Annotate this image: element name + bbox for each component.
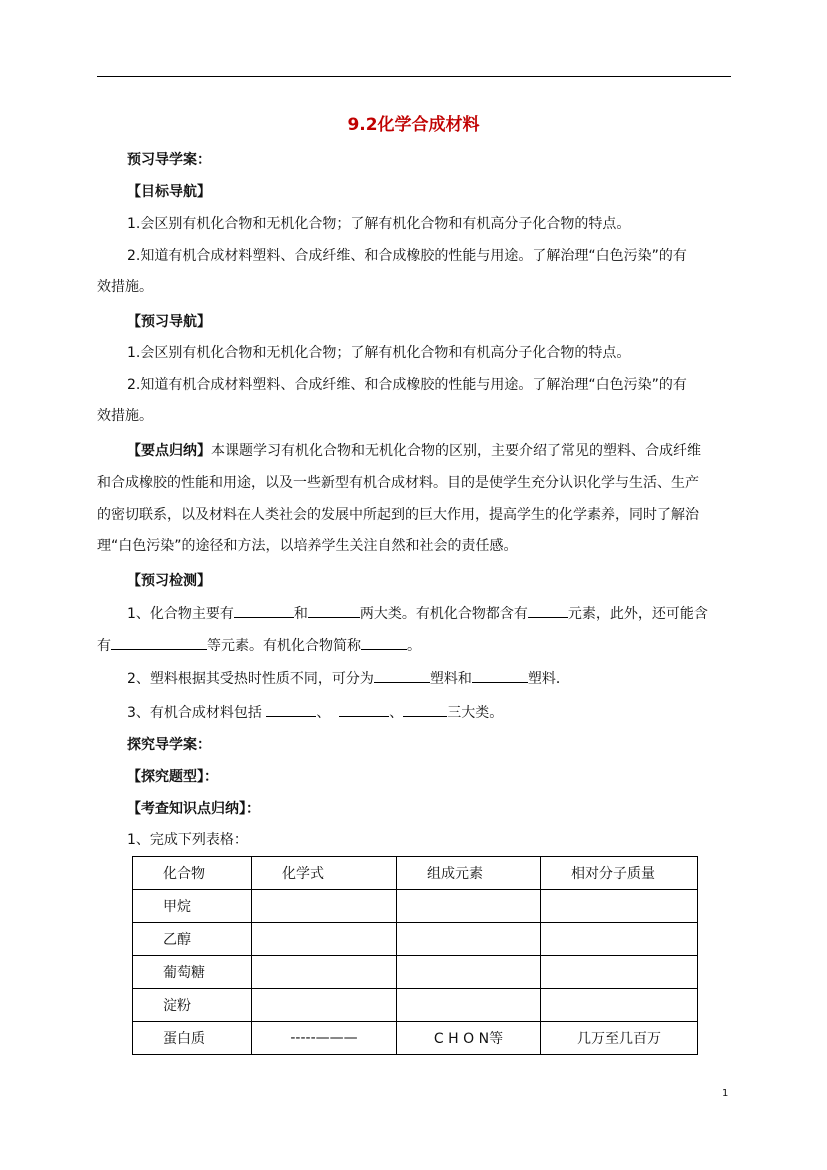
table-row [133,956,698,989]
table-cell[interactable] [541,989,698,1022]
question-2 [97,668,761,689]
table-cell[interactable] [397,989,541,1022]
summary-paragraph-line-2: 和合成橡胶的性能和用途，以及一些新型有机合成材料。目的是使学生充分认识化学与生活、生产 [97,475,699,491]
table-header-row [133,857,698,890]
question-1-line-1 [97,603,761,624]
goal-item-1: 1.会区别有机化合物和无机化合物；了解有机化合物和有机高分子化合物的特点。 [127,216,631,232]
q2-text-c: 塑料． [527,671,570,687]
table-cell[interactable] [252,890,397,923]
answer-blank[interactable] [403,702,447,717]
q1-text-d: 元素，此外，还可能含 [567,606,708,622]
q3-text-d: 三大类。 [447,705,504,721]
table-cell[interactable] [252,923,397,956]
answer-blank[interactable] [308,603,360,618]
table-row [133,890,698,923]
page-title: 9.2化学合成材料 [347,115,480,135]
preview-nav-item-2-line-1: 2.知道有机合成材料塑料、合成纤维、和合成橡胶的性能与用途。了解治理“白色污染”的有 [127,377,687,393]
answer-blank[interactable] [339,702,389,717]
summary-paragraph-line-1 [97,441,761,461]
summary-text-1: 本课题学习有机化合物和无机化合物的区别，主要介绍了常见的塑料、合成纤维 [211,443,701,459]
summary-paragraph-line-4: 理“白色污染”的途径和方法，以培养学生关注自然和社会的责任感。 [97,538,518,554]
q1-text-g: 。 [407,638,421,654]
answer-blank[interactable] [361,635,407,650]
explore-heading: 探究导学案： [127,737,211,753]
answer-blank[interactable] [266,702,316,717]
q1-text-e: 有 [97,638,111,654]
table-header-cell: 化合物 [133,857,252,890]
q3-text-b: 、 [316,705,331,721]
table-cell: 蛋白质 [133,1022,252,1055]
compound-table [132,856,698,1055]
answer-blank[interactable] [374,668,430,683]
q1-text-f: 等元素。有机化合物简称 [207,638,361,654]
table-cell: C H O N等 [397,1022,541,1055]
q2-text-b: 塑料和 [429,671,472,687]
explore-type-heading: 【探究题型】： [127,769,218,785]
q1-text-a: 1、化合物主要有 [127,606,234,622]
summary-paragraph-line-3: 的密切联系，以及材料在人类社会的发展中所起到的巨大作用，提高学生的化学素养，同时了解治 [97,507,699,523]
table-cell: 葡萄糖 [133,956,252,989]
knowledge-heading: 【考查知识点归纳】： [127,801,260,817]
table-cell[interactable] [252,989,397,1022]
header-rule [97,76,731,77]
table-cell[interactable] [541,923,698,956]
table-cell: 甲烷 [133,890,252,923]
q1-text-b: 和 [293,606,308,622]
answer-blank[interactable] [472,668,528,683]
table-cell[interactable] [252,956,397,989]
table-cell[interactable] [541,956,698,989]
table-header-cell: 组成元素 [397,857,541,890]
table-intro: 1、完成下列表格： [127,832,248,848]
table-header-cell: 相对分子质量 [541,857,698,890]
preview-nav-item-2-line-2: 效措施。 [97,408,153,424]
table-row [133,1022,698,1055]
preview-heading: 预习导学案： [127,152,211,168]
question-3 [97,702,761,723]
table-cell: -----——— [252,1022,397,1055]
goal-heading: 【目标导航】 [127,184,211,200]
table-cell: 淀粉 [133,989,252,1022]
table-row [133,989,698,1022]
check-heading: 【预习检测】 [127,573,211,589]
page-number: 1 [722,1088,729,1099]
question-1-line-2 [97,635,731,656]
answer-blank[interactable] [528,603,568,618]
table-cell[interactable] [541,890,698,923]
table-cell[interactable] [397,890,541,923]
preview-nav-heading: 【预习导航】 [127,314,211,330]
table-row [133,923,698,956]
table-cell[interactable] [397,923,541,956]
table-cell: 几万至几百万 [541,1022,698,1055]
table-cell[interactable] [397,956,541,989]
q2-text-a: 2、塑料根据其受热时性质不同，可分为 [127,671,374,687]
table-cell: 乙醇 [133,923,252,956]
q3-text-a: 3、有机合成材料包括 [127,705,262,721]
q1-text-c: 两大类。有机化合物都含有 [359,606,528,622]
summary-heading: 【要点归纳】 [127,443,211,459]
table-header-cell: 化学式 [252,857,397,890]
answer-blank[interactable] [234,603,294,618]
goal-item-2-line-1: 2.知道有机合成材料塑料、合成纤维、和合成橡胶的性能与用途。了解治理“白色污染”的有 [127,248,687,264]
q3-text-c: 、 [389,705,404,721]
answer-blank[interactable] [111,635,207,650]
goal-item-2-line-2: 效措施。 [97,279,153,295]
preview-nav-item-1: 1.会区别有机化合物和无机化合物；了解有机化合物和有机高分子化合物的特点。 [127,345,631,361]
